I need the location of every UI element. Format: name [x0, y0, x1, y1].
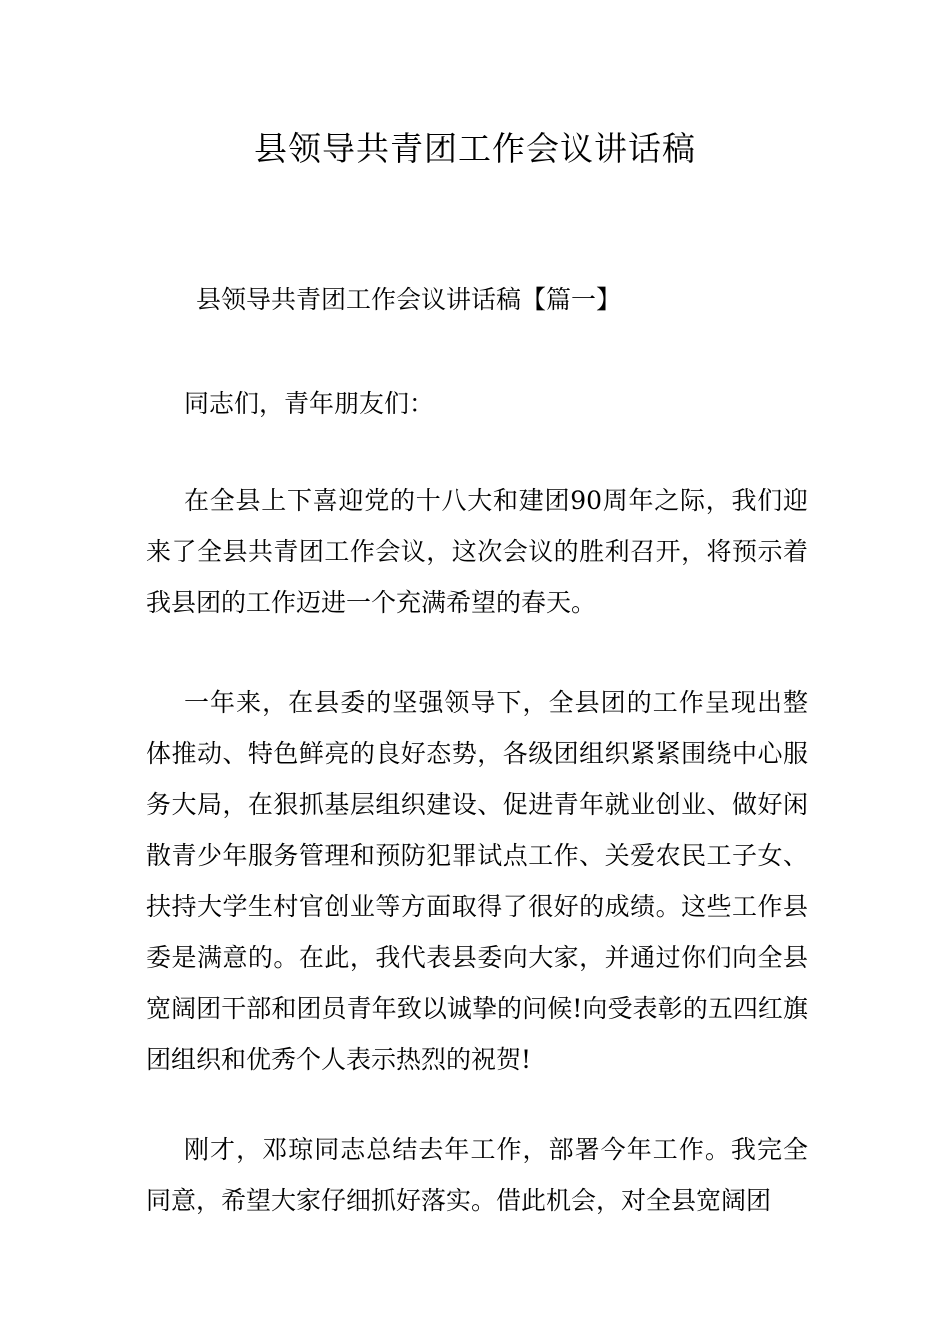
paragraph-salutation: 同志们，青年朋友们：	[184, 389, 435, 418]
paragraph-work-summary: 刚才，邓琼同志总结去年工作，部署今年工作。我完全同意，希望大家仔细抓好落实。借此机会，对全县宽阔团	[146, 1135, 808, 1215]
section-heading: 县领导共青团工作会议讲话稿【篇一】	[196, 285, 622, 314]
paragraph-achievements: 一年来，在县委的坚强领导下，全县团的工作呈现出整体推动、特色鲜亮的良好态势，各级团组织紧紧围绕中心服务大局，在狠抓基层组织建设、促进青年就业创业、做好闲散青少年服务管理和预防犯罪试点工作、关爱农民工子女、扶持大学生村官创业等方面取得了很好的成绩。这些工作县委是满意的。在此，我代表县委向大家，并通过你们向全县宽阔团干部和团员青年致以诚挚的问候!向受表彰的五四红旗团组织和优秀个人表示热烈的祝贺!	[146, 688, 808, 1074]
paragraph-opening: 在全县上下喜迎党的十八大和建团90周年之际，我们迎来了全县共青团工作会议，这次会议的胜利召开，将预示着我县团的工作迈进一个充满希望的春天。	[146, 486, 808, 617]
document-title: 县领导共青团工作会议讲话稿	[254, 129, 696, 168]
